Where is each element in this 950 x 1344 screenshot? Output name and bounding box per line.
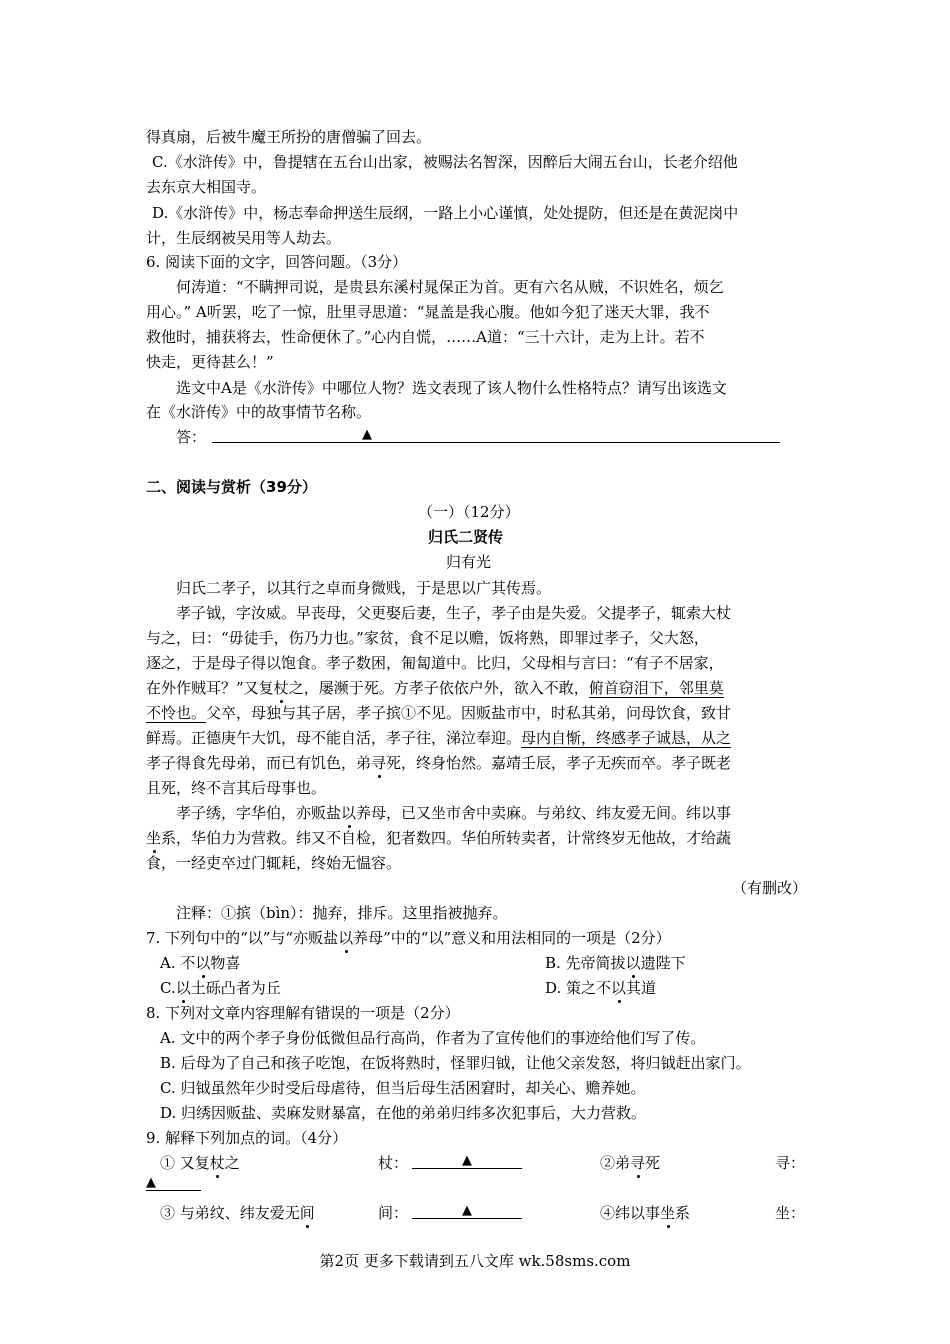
q8-option-c[interactable]: C. 归钺虽然年少时受后母虐待，但当后母生活困窘时，却关心、赡养她。	[160, 1079, 646, 1097]
q9-stem: 9. 解释下列加点的词。（4分）	[146, 1129, 348, 1147]
q9-item-1-label: 杖：	[378, 1154, 409, 1172]
q8-option-b[interactable]: B. 后母为了自己和孩子吃饱，在饭将熟时，怪罪归钺，让他父亲发怒，将归钺赶出家门。	[160, 1054, 751, 1072]
q9-item-2-blank[interactable]	[146, 1190, 201, 1191]
dotted-word: 坐	[146, 829, 162, 847]
q8-option-d[interactable]: D. 归绣因贩盐、卖麻发财暴富，在他的弟弟归纬多次犯事后，大力营救。	[160, 1104, 647, 1122]
passage-line: 不怜也。父卒，母独与其子居，孝子摈①不见。因贩盐市中，时私其弟，问母饮食，致甘	[146, 704, 732, 722]
q6-passage-line: 何涛道：“不瞒押司说，是贵县东溪村晁保正为首。更有六名从贼，不识姓名，烦乞	[176, 278, 724, 296]
q9-item-1: ① 又复杖之	[160, 1154, 240, 1172]
q9-item-4-label: 坐：	[775, 1204, 806, 1222]
passage-title: 归氏二贤传	[428, 528, 504, 546]
q6-question-line1: 选文中A是《水浒传》中哪位人物？选文表现了该人物什么性格特点？请写出该选文	[176, 379, 727, 397]
q9-item-1-blank[interactable]	[412, 1168, 522, 1169]
q9-item-4: ④纬以事坐系	[600, 1204, 691, 1222]
dotted-word: 寻	[371, 754, 387, 772]
passage-line: 鲜焉。正德庚午大饥，母不能自活，孝子往，涕泣奉迎。母内自惭，终感孝子诚恳，从之	[146, 729, 732, 747]
passage-line: 且死，终不言其后母事也。	[146, 779, 327, 797]
q8-option-a[interactable]: A. 文中的两个孝子身份低微但品行高尚，作者为了宣传他们的事迹给他们写了传。	[160, 1029, 706, 1047]
annotation: 注释：①摈（bìn）：抛弃，排斥。这里指被抛弃。	[176, 904, 508, 922]
q6-passage-line: 用心。” A听罢，吃了一惊，肚里寻思道：“晁盖是我心腹。他如今犯了迷天大罪，我不	[146, 303, 710, 321]
q5-option-c-line1: C.《水浒传》中，鲁提辖在五台山出家，被赐法名智深，因醉后大闹五台山，长老介绍他	[152, 153, 738, 171]
q7-option-a[interactable]: A. 不以物喜	[160, 954, 241, 972]
q5-option-d-line1: D.《水浒传》中，杨志奉命押送生辰纲，一路上小心谨慎，处处提防，但还是在黄泥岗中	[152, 204, 739, 222]
passage-line: 归氏二孝子，以其行之卓而身微贱，于是思以广其传焉。	[176, 579, 552, 597]
page-footer: 第2页 更多下载请到五八文库 wk.58sms.com	[319, 1252, 631, 1270]
q7-option-c[interactable]: C.以土砾凸者为丘	[160, 979, 281, 997]
q9-item-3-blank[interactable]	[412, 1218, 522, 1219]
q9-item-3-label: 间：	[378, 1204, 409, 1222]
dotted-word: 杖	[273, 679, 289, 697]
dotted-word: 以	[338, 929, 354, 947]
edit-note: （有删改）	[732, 879, 808, 897]
triangle-marker: ▲	[462, 1153, 472, 1168]
triangle-marker: ▲	[462, 1203, 472, 1218]
passage-line: 孝子绣，字华伯，亦贩盐以养母，已又坐市舍中卖麻。与弟纹、纬友爱无间。纬以事	[176, 804, 732, 822]
q7-option-b[interactable]: B. 先帝简拔以遗陛下	[545, 954, 686, 972]
q6-passage-line: 快走，更待甚么！”	[146, 353, 274, 371]
passage-line: 孝子钺，字汝威。早丧母，父更娶后妻，生子，孝子由是失爱。父提孝子，辄索大杖	[176, 604, 732, 622]
q6-passage-line: 救他时，捕获将去，性命便休了。”心内自慌，……A道：“三十六计，走为上计。若不	[146, 328, 705, 346]
passage-line: 坐系，华伯力为营救。纬又不自检，犯者数四。华伯所转卖者，计常终岁无他故，才给蔬	[146, 829, 732, 847]
passage-author: 归有光	[446, 553, 492, 571]
passage-line: 食，一经吏卒过门辄耗，终始无愠容。	[146, 854, 402, 872]
triangle-marker: ▲	[146, 1175, 156, 1190]
q8-stem: 8. 下列对文章内容理解有错误的一项是（2分）	[146, 1004, 460, 1022]
q6-answer-label: 答：	[176, 428, 207, 446]
q5-option-c-line2: 去东京大相国寺。	[146, 178, 267, 196]
passage-line: 与之，曰：“毋徒手，伤乃力也。”家贫，食不足以赡，饭将熟，即罪过孝子，父大怒，	[146, 629, 709, 647]
q6-stem: 6. 阅读下面的文字，回答问题。（3分）	[146, 253, 408, 271]
q9-item-3: ③ 与弟纹、纬友爱无间	[160, 1204, 315, 1222]
q9-item-2-label: 寻：	[775, 1154, 806, 1172]
underlined-sentence: 俯首窃泪下，邻里莫	[588, 679, 724, 697]
dotted-word: 以	[341, 804, 357, 822]
q6-answer-blank[interactable]	[212, 442, 780, 443]
passage-line: 逐之，于是母子得以饱食。孝子数困，匍匐道中。比归，父母相与言曰：“有子不居家，	[146, 654, 724, 672]
q9-item-2: ②弟寻死	[600, 1154, 661, 1172]
underlined-sentence: 不怜也。	[146, 704, 207, 722]
underlined-sentence: 母内自惭，终感孝子诚恳，从之	[521, 729, 732, 747]
passage-line: 在外作贼耳？”又复杖之，屡濒于死。方孝子依依户外，欲入不敢，俯首窃泪下，邻里莫	[146, 679, 724, 697]
triangle-marker: ▲	[362, 427, 372, 442]
q5-option-b-cont: 得真扇，后被牛魔王所扮的唐僧骗了回去。	[146, 128, 432, 146]
passage-part-label: （一）（12分）	[418, 503, 520, 521]
section-title: 二、阅读与赏析（39分）	[146, 478, 317, 496]
q5-option-d-line2: 计，生辰纲被吴用等人劫去。	[146, 229, 342, 247]
passage-line: 孝子得食先母弟，而已有饥色，弟寻死，终身怡然。嘉靖壬辰，孝子无疾而卒。孝子既老	[146, 754, 732, 772]
q6-question-line2: 在《水浒传》中的故事情节名称。	[146, 403, 372, 421]
q7-option-d[interactable]: D. 策之不以其道	[545, 979, 657, 997]
q7-stem: 7. 下列句中的“以”与“亦贩盐以养母”中的“以”意义和用法相同的一项是（2分）	[146, 929, 671, 947]
